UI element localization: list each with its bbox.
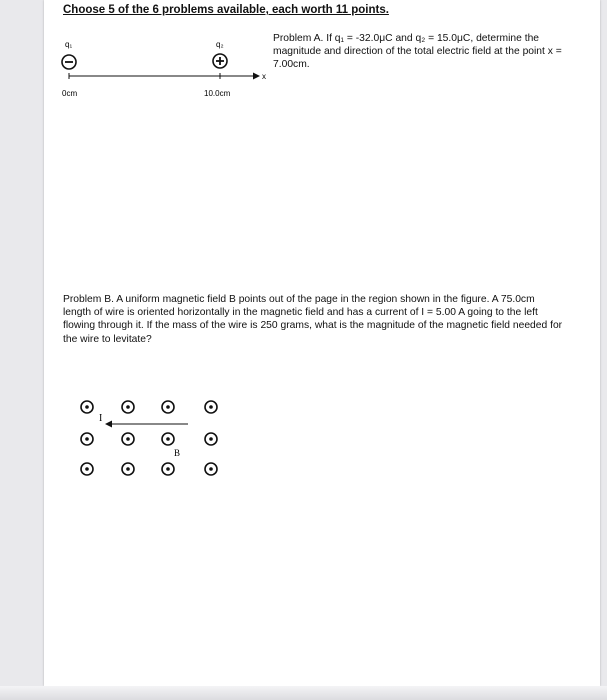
current-label: I (99, 413, 103, 424)
field-out-of-page-icon (162, 433, 174, 445)
field-out-of-page-icon (205, 463, 217, 475)
field-out-of-page-icon (205, 433, 217, 445)
figure-a-charges-diagram (55, 36, 275, 106)
field-out-of-page-icon (162, 463, 174, 475)
field-out-of-page-icon (205, 401, 217, 413)
x-axis-label: x (262, 72, 266, 81)
tick-label-10cm: 10.0cm (204, 89, 231, 98)
problem-b-text: Problem B. A uniform magnetic field B points out of the page in the region shown in the figure. A 75.0cm length of wire is oriented horizontally in the magnetic field and has a current of I = 5.00 A going to the left flowing through it. If the mass of the wire is 250 grams, what is the magnitude of the magnetic field needed for the wire to levitate? (63, 294, 563, 345)
field-out-of-page-icon (81, 433, 93, 445)
q2-label: q₂ (216, 40, 224, 49)
figure-b-magnetic-field-diagram (72, 395, 232, 485)
positive-charge-icon (213, 54, 227, 68)
field-out-of-page-icon (81, 463, 93, 475)
field-out-of-page-icon (122, 401, 134, 413)
field-out-of-page-icon (122, 433, 134, 445)
field-out-of-page-icon (162, 401, 174, 413)
field-out-of-page-icon (122, 463, 134, 475)
negative-charge-icon (62, 55, 76, 69)
tick-label-0cm: 0cm (62, 89, 78, 98)
page-heading: Choose 5 of the 6 problems available, each worth 11 points. (63, 4, 389, 16)
q1-label: q₁ (65, 40, 73, 49)
current-wire (105, 421, 188, 428)
field-label: B (174, 448, 181, 458)
field-out-of-page-icon (81, 401, 93, 413)
problem-a-text: Problem A. If q₁ = -32.0μC and q₂ = 15.0μC, determine the magnitude and direction of the total electric field at the point x = 7.00cm. (273, 33, 562, 70)
page-bottom-edge (0, 686, 607, 700)
x-axis (69, 73, 260, 80)
